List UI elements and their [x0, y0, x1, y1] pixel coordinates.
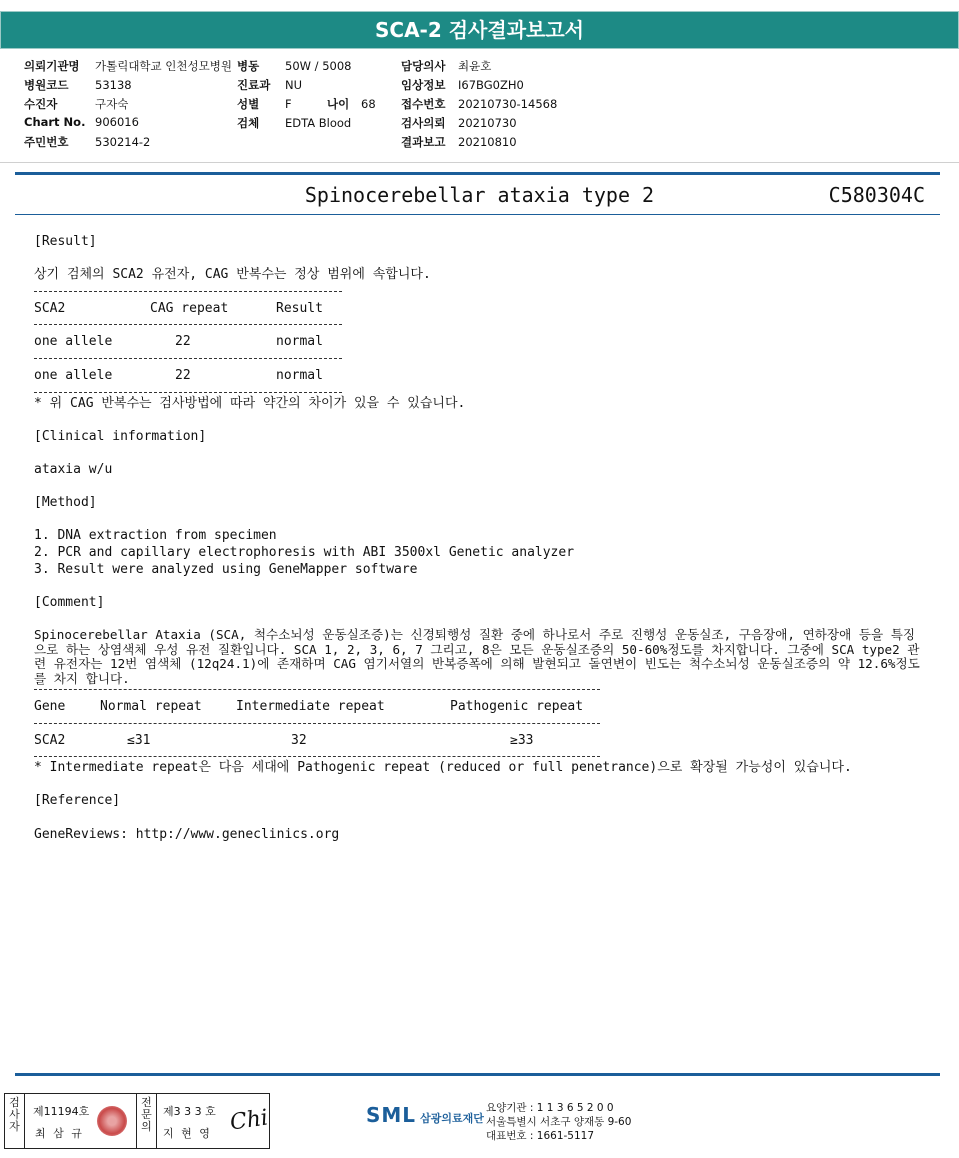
label-request-date: 검사의뢰: [401, 116, 446, 130]
divider: [34, 324, 342, 326]
repeat-normal: ≤31: [127, 732, 151, 748]
divider: [34, 392, 342, 394]
label-sex: 성별: [237, 97, 260, 111]
sml-logo: [366, 1103, 484, 1127]
repeat-col-gene: Gene: [34, 699, 66, 715]
divider: [34, 723, 600, 725]
clinical-heading: [Clinical information]: [34, 428, 207, 444]
allele-label: one allele: [34, 367, 113, 383]
table-row: [34, 368, 924, 385]
reviewer-license: 제3 3 3 호: [163, 1105, 216, 1118]
header-col1: [24, 58, 232, 153]
label-chart-no: Chart No.: [24, 115, 86, 129]
result-summary: 상기 검체의 SCA2 유전자, CAG 반복수는 정상 범위에 속합니다.: [34, 267, 431, 283]
header-divider: [0, 162, 959, 163]
header-col2: [237, 58, 376, 134]
signature-box: [4, 1093, 270, 1149]
label-age: 나이: [327, 97, 350, 111]
repeat-col-normal: Normal repeat: [100, 699, 202, 715]
comment-paragraph: Spinocerebellar Ataxia (SCA, 척수소뇌성 운동실조증)는 신경퇴행성 질환 중에 하나로서 주로 진행성 운동실조, 구음장애, 연하장애 등을 특징으로 하는 상염색체 우성 유전 질환입니다. SCA 1, 2, 3, 6, 7 그리고, 8은 모든 운동실조증의 50-60%정도를 차지합니다. 그중에 SCA type2 관련 유전자는 12번 염색체 (12q24.1)에 존재하며 CAG 염기서열의 반복증폭에 의해 발현되고 돌연변이 빈도는 척수소뇌성 운동실조증의 약 12.6%정도를 차지 합니다.: [34, 626, 920, 687]
org-code: 요양기관 : 1 1 3 6 5 2 0 0: [486, 1102, 614, 1114]
clinical-text: ataxia w/u: [34, 461, 113, 477]
top-rule-thick: [15, 172, 940, 175]
label-physician: 담당의사: [401, 59, 446, 73]
repeat-pathogenic: ≥33: [510, 732, 534, 748]
repeat-gene: SCA2: [34, 732, 66, 748]
report-body: [34, 234, 924, 843]
inspector-name: 최 삼 규: [35, 1127, 84, 1140]
cag-value: 22: [175, 334, 191, 350]
org-phone: 대표번호 : 1661-5117: [486, 1130, 595, 1142]
seal-stamp: [97, 1106, 127, 1136]
signature: Chi: [228, 1105, 270, 1136]
org-info: [486, 1101, 631, 1143]
inspector-label: 검사자: [5, 1094, 25, 1148]
label-hospital-code: 병원코드: [24, 78, 69, 92]
value-age: 68: [361, 97, 376, 111]
top-rule-thin: [15, 214, 940, 215]
value-department: NU: [285, 78, 303, 92]
value-patient: 구자숙: [95, 97, 129, 111]
cag-value: 22: [175, 367, 191, 383]
logo-mark: SML: [366, 1103, 417, 1127]
result-col-cag: CAG repeat: [150, 300, 229, 316]
repeat-table-header: [34, 699, 924, 716]
label-department: 진료과: [237, 78, 271, 92]
value-chart-no: 906016: [95, 115, 139, 129]
allele-label: one allele: [34, 334, 113, 350]
inspector-license: 제11194호: [33, 1105, 90, 1118]
divider: [34, 689, 600, 691]
result-col-gene: SCA2: [34, 300, 66, 316]
result-note: * 위 CAG 반복수는 검사방법에 따라 약간의 차이가 있을 수 있습니다.: [34, 395, 466, 411]
divider: [34, 358, 342, 360]
comment-note: * Intermediate repeat은 다음 세대에 Pathogenic repeat (reduced or full penetrance)으로 확장될 가능성이 있습니다.: [34, 760, 852, 776]
label-specimen: 검체: [237, 116, 260, 130]
value-sex: F: [285, 97, 292, 111]
value-ward: 50W / 5008: [285, 59, 352, 73]
value-institution: 가톨릭대학교 인천성모병원: [95, 59, 232, 73]
table-row: [34, 334, 924, 351]
divider: [34, 291, 342, 293]
test-name: Spinocerebellar ataxia type 2: [304, 183, 655, 207]
divider: [34, 756, 600, 758]
value-report-date: 20210810: [458, 135, 517, 149]
footer: [0, 1085, 959, 1158]
value-resident-no: 530214-2: [95, 135, 151, 149]
value-physician: 최윤호: [458, 59, 492, 73]
result-value: normal: [276, 367, 323, 383]
result-col-result: Result: [276, 300, 323, 316]
method-step-3: 3. Result were analyzed using GeneMapper software: [34, 561, 418, 577]
method-step-1: 1. DNA extraction from specimen: [34, 528, 277, 544]
value-receipt-no: 20210730-14568: [458, 97, 558, 111]
result-table-header: [34, 301, 924, 318]
org-address: 서울특별시 서초구 양재동 9-60: [486, 1116, 632, 1128]
method-step-2: 2. PCR and capillary electrophoresis with ABI 3500xl Genetic analyzer: [34, 544, 575, 560]
label-ward: 병동: [237, 59, 260, 73]
repeat-intermediate: 32: [291, 732, 307, 748]
label-institution: 의뢰기관명: [24, 59, 80, 73]
result-value: normal: [276, 334, 323, 350]
label-report-date: 결과보고: [401, 135, 446, 149]
foundation-name: 삼광의료재단: [420, 1112, 484, 1125]
method-heading: [Method]: [34, 495, 97, 511]
table-row: [34, 733, 924, 750]
reference-heading: [Reference]: [34, 793, 121, 809]
reference-text: GeneReviews: http://www.geneclinics.org: [34, 826, 340, 842]
label-resident-no: 주민번호: [24, 135, 69, 149]
bottom-rule-thick: [15, 1073, 940, 1076]
value-request-date: 20210730: [458, 116, 517, 130]
report-title: SCA-2 검사결과보고서: [0, 11, 959, 49]
reviewer-label: 전문의: [136, 1094, 157, 1148]
reviewer-name: 지 현 영: [163, 1127, 212, 1140]
repeat-col-pathogenic: Pathogenic repeat: [450, 699, 584, 715]
result-heading: [Result]: [34, 234, 97, 249]
value-specimen: EDTA Blood: [285, 116, 352, 130]
comment-heading: [Comment]: [34, 594, 105, 610]
repeat-col-intermediate: Intermediate repeat: [236, 699, 385, 715]
label-receipt-no: 접수번호: [401, 97, 446, 111]
label-clinical-info: 임상정보: [401, 78, 446, 92]
label-patient: 수진자: [24, 97, 58, 111]
header-col3: [401, 58, 557, 153]
value-clinical-info: I67BG0ZH0: [458, 78, 524, 92]
value-hospital-code: 53138: [95, 78, 132, 92]
test-code: C580304C: [828, 183, 925, 207]
